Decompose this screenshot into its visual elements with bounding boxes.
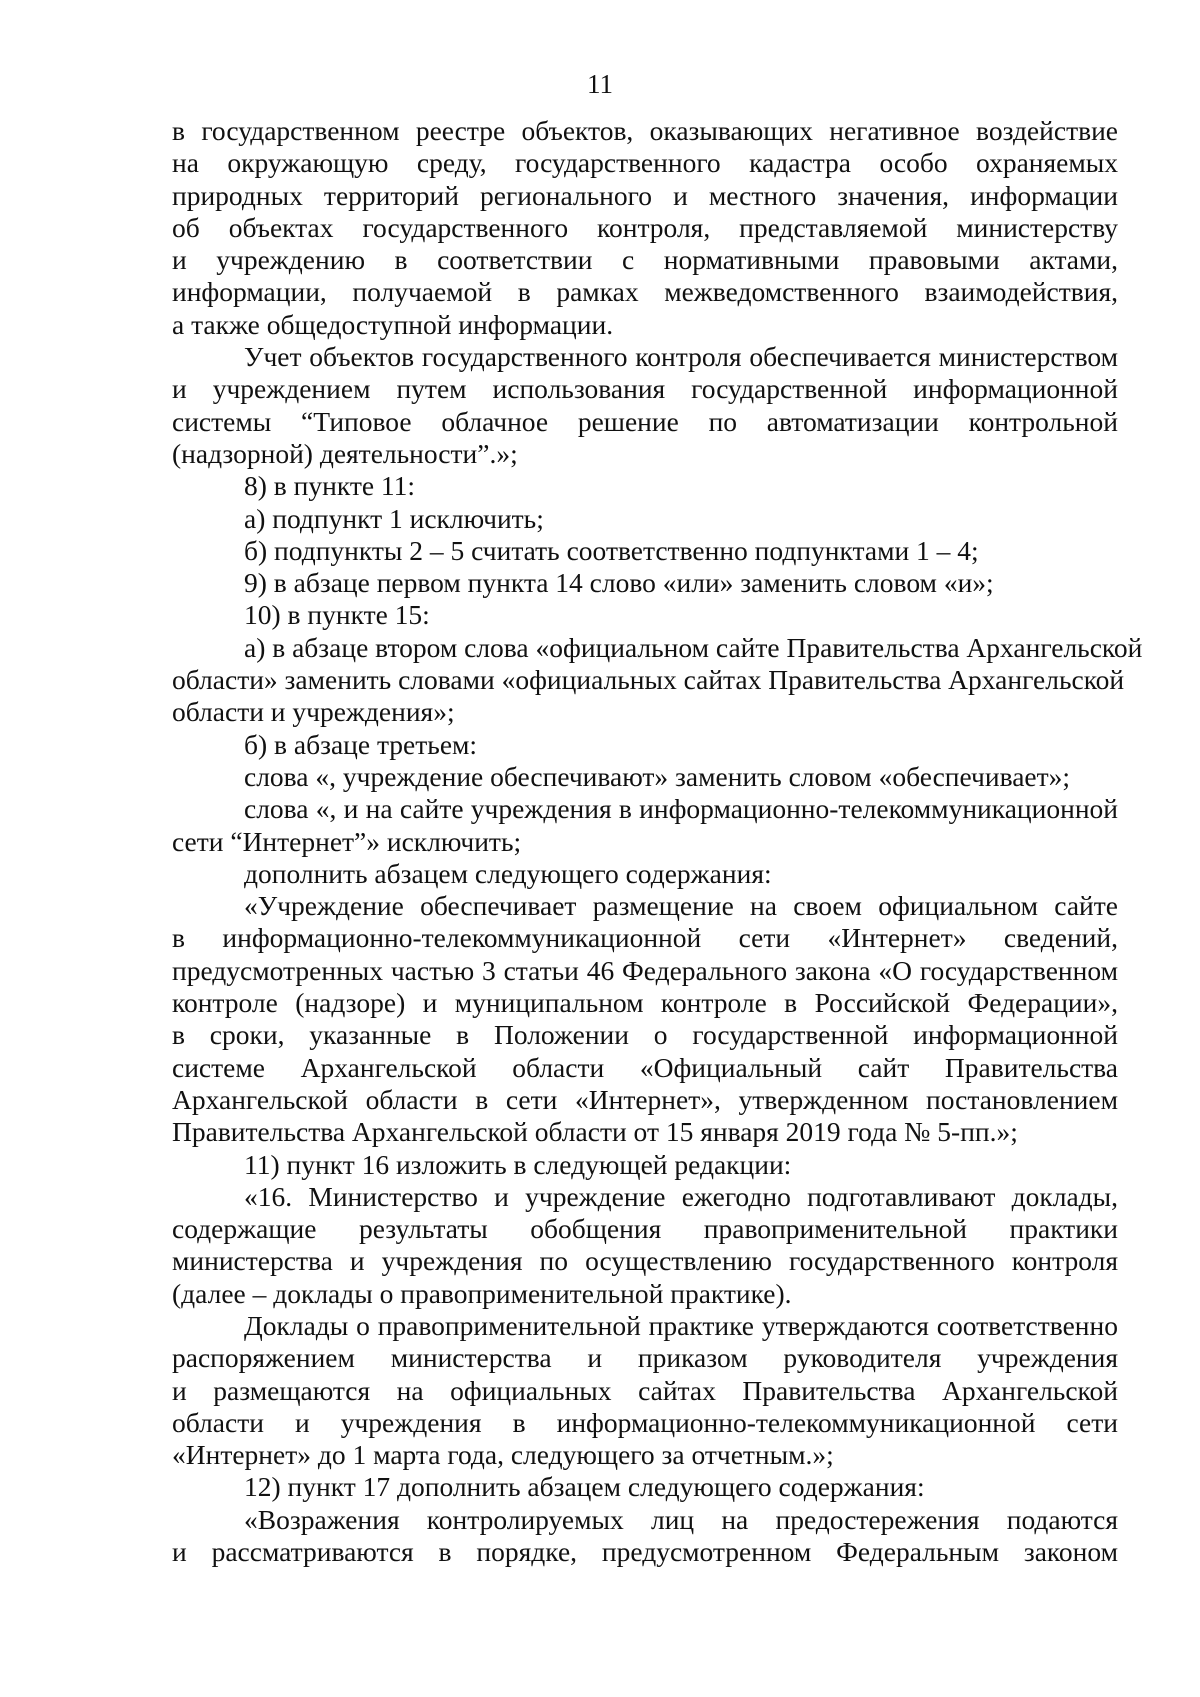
text-line: и учреждению в соответствии с нормативными правовыми актами, <box>172 244 1118 276</box>
text-line: «Возражения контролируемых лиц на предостережения подаются <box>244 1503 1118 1535</box>
text-line: содержащие результаты обобщения правоприменительной практики <box>172 1213 1118 1245</box>
paragraph <box>172 535 1118 567</box>
text-line: сети “Интернет”» исключить; <box>172 825 522 857</box>
document-body <box>172 115 1143 1568</box>
text-line: области» заменить словами «официальных сайтах Правительства Архангельской <box>172 664 1125 696</box>
text-line: б) в абзаце третьем: <box>244 728 478 760</box>
paragraph <box>172 1310 1118 1471</box>
page-number: 11 <box>587 69 613 99</box>
text-line: слова «, и на сайте учреждения в информационно-телекоммуникационной <box>244 793 1118 825</box>
text-line: и рассматриваются в порядке, предусмотренном Федеральным законом <box>172 1536 1118 1568</box>
text-line: дополнить абзацем следующего содержания: <box>244 857 772 889</box>
paragraph <box>172 793 1118 858</box>
paragraph <box>172 1471 1118 1503</box>
paragraph <box>172 1181 1118 1310</box>
paragraph <box>172 341 1118 470</box>
text-line: и размещаются на официальных сайтах Правительства Архангельской <box>172 1374 1118 1406</box>
text-line: в сроки, указанные в Положении о государственной информационной <box>172 1019 1118 1051</box>
paragraph <box>172 1504 1118 1569</box>
text-line: области и учреждения в информационно-телекоммуникационной сети <box>172 1406 1118 1438</box>
text-line: 8) в пункте 11: <box>244 470 416 502</box>
paragraph <box>172 729 1118 761</box>
text-line: в информационно-телекоммуникационной сети «Интернет» сведений, <box>172 922 1118 954</box>
text-line: области и учреждения»; <box>172 696 455 728</box>
text-line: на окружающую среду, государственного кадастра особо охраняемых <box>172 147 1118 179</box>
text-line: Правительства Архангельской области от 15 января 2019 года № 5-пп.»; <box>172 1116 1018 1148</box>
text-line: Архангельской области в сети «Интернет», утвержденном постановлением <box>172 1083 1118 1115</box>
text-line: 12) пункт 17 дополнить абзацем следующего содержания: <box>244 1471 925 1503</box>
paragraph <box>172 858 1118 890</box>
text-line: а также общедоступной информации. <box>172 308 614 340</box>
text-line: (надзорной) деятельности”.»; <box>172 437 518 469</box>
text-line: природных территорий регионального и местного значения, информации <box>172 179 1118 211</box>
text-line: в государственном реестре объектов, оказывающих негативное воздействие <box>172 115 1118 146</box>
text-line: 10) в пункте 15: <box>244 599 430 631</box>
paragraph <box>172 115 1118 341</box>
text-line: «Интернет» до 1 марта года, следующего за отчетным.»; <box>172 1439 834 1471</box>
paragraph <box>172 599 1118 631</box>
text-line: Учет объектов государственного контроля обеспечивается министерством <box>244 341 1118 373</box>
text-line: министерства и учреждения по осуществлению государственного контроля <box>172 1245 1118 1277</box>
text-line: контроле (надзоре) и муниципальном контроле в Российской Федерации», <box>172 987 1118 1019</box>
text-line: Доклады о правоприменительной практике утверждаются соответственно <box>244 1309 1118 1341</box>
text-line: об объектах государственного контроля, представляемой министерству <box>172 211 1118 243</box>
paragraph <box>172 470 1118 502</box>
text-line: «16. Министерство и учреждение ежегодно подготавливают доклады, <box>244 1180 1118 1212</box>
paragraph <box>172 1149 1118 1181</box>
text-line: распоряжением министерства и приказом руководителя учреждения <box>172 1342 1118 1374</box>
text-line: информации, получаемой в рамках межведомственного взаимодействия, <box>172 276 1118 308</box>
text-line: и учреждением путем использования государственной информационной <box>172 373 1118 405</box>
paragraph <box>172 761 1118 793</box>
paragraph <box>172 503 1118 535</box>
text-line: б) подпункты 2 – 5 считать соответственно подпунктами 1 – 4; <box>244 534 979 566</box>
text-line: слова «, учреждение обеспечивают» заменить словом «обеспечивает»; <box>244 760 1071 792</box>
text-line: 11) пункт 16 изложить в следующей редакции: <box>244 1148 792 1180</box>
paragraph <box>172 890 1118 1148</box>
paragraph <box>172 567 1118 599</box>
text-line: 9) в абзаце первом пункта 14 слово «или» заменить словом «и»; <box>244 567 994 599</box>
text-line: а) в абзаце втором слова «официальном сайте Правительства Архангельской <box>244 631 1143 663</box>
text-line: системе Архангельской области «Официальный сайт Правительства <box>172 1051 1118 1083</box>
text-line: (далее – доклады о правоприменительной практике). <box>172 1277 792 1309</box>
text-line: предусмотренных частью 3 статьи 46 Федерального закона «О государственном <box>172 954 1118 986</box>
text-line: а) подпункт 1 исключить; <box>244 502 544 534</box>
paragraph <box>172 631 1143 729</box>
text-line: «Учреждение обеспечивает размещение на своем официальном сайте <box>244 890 1118 922</box>
text-line: системы “Типовое облачное решение по автоматизации контрольной <box>172 405 1118 437</box>
